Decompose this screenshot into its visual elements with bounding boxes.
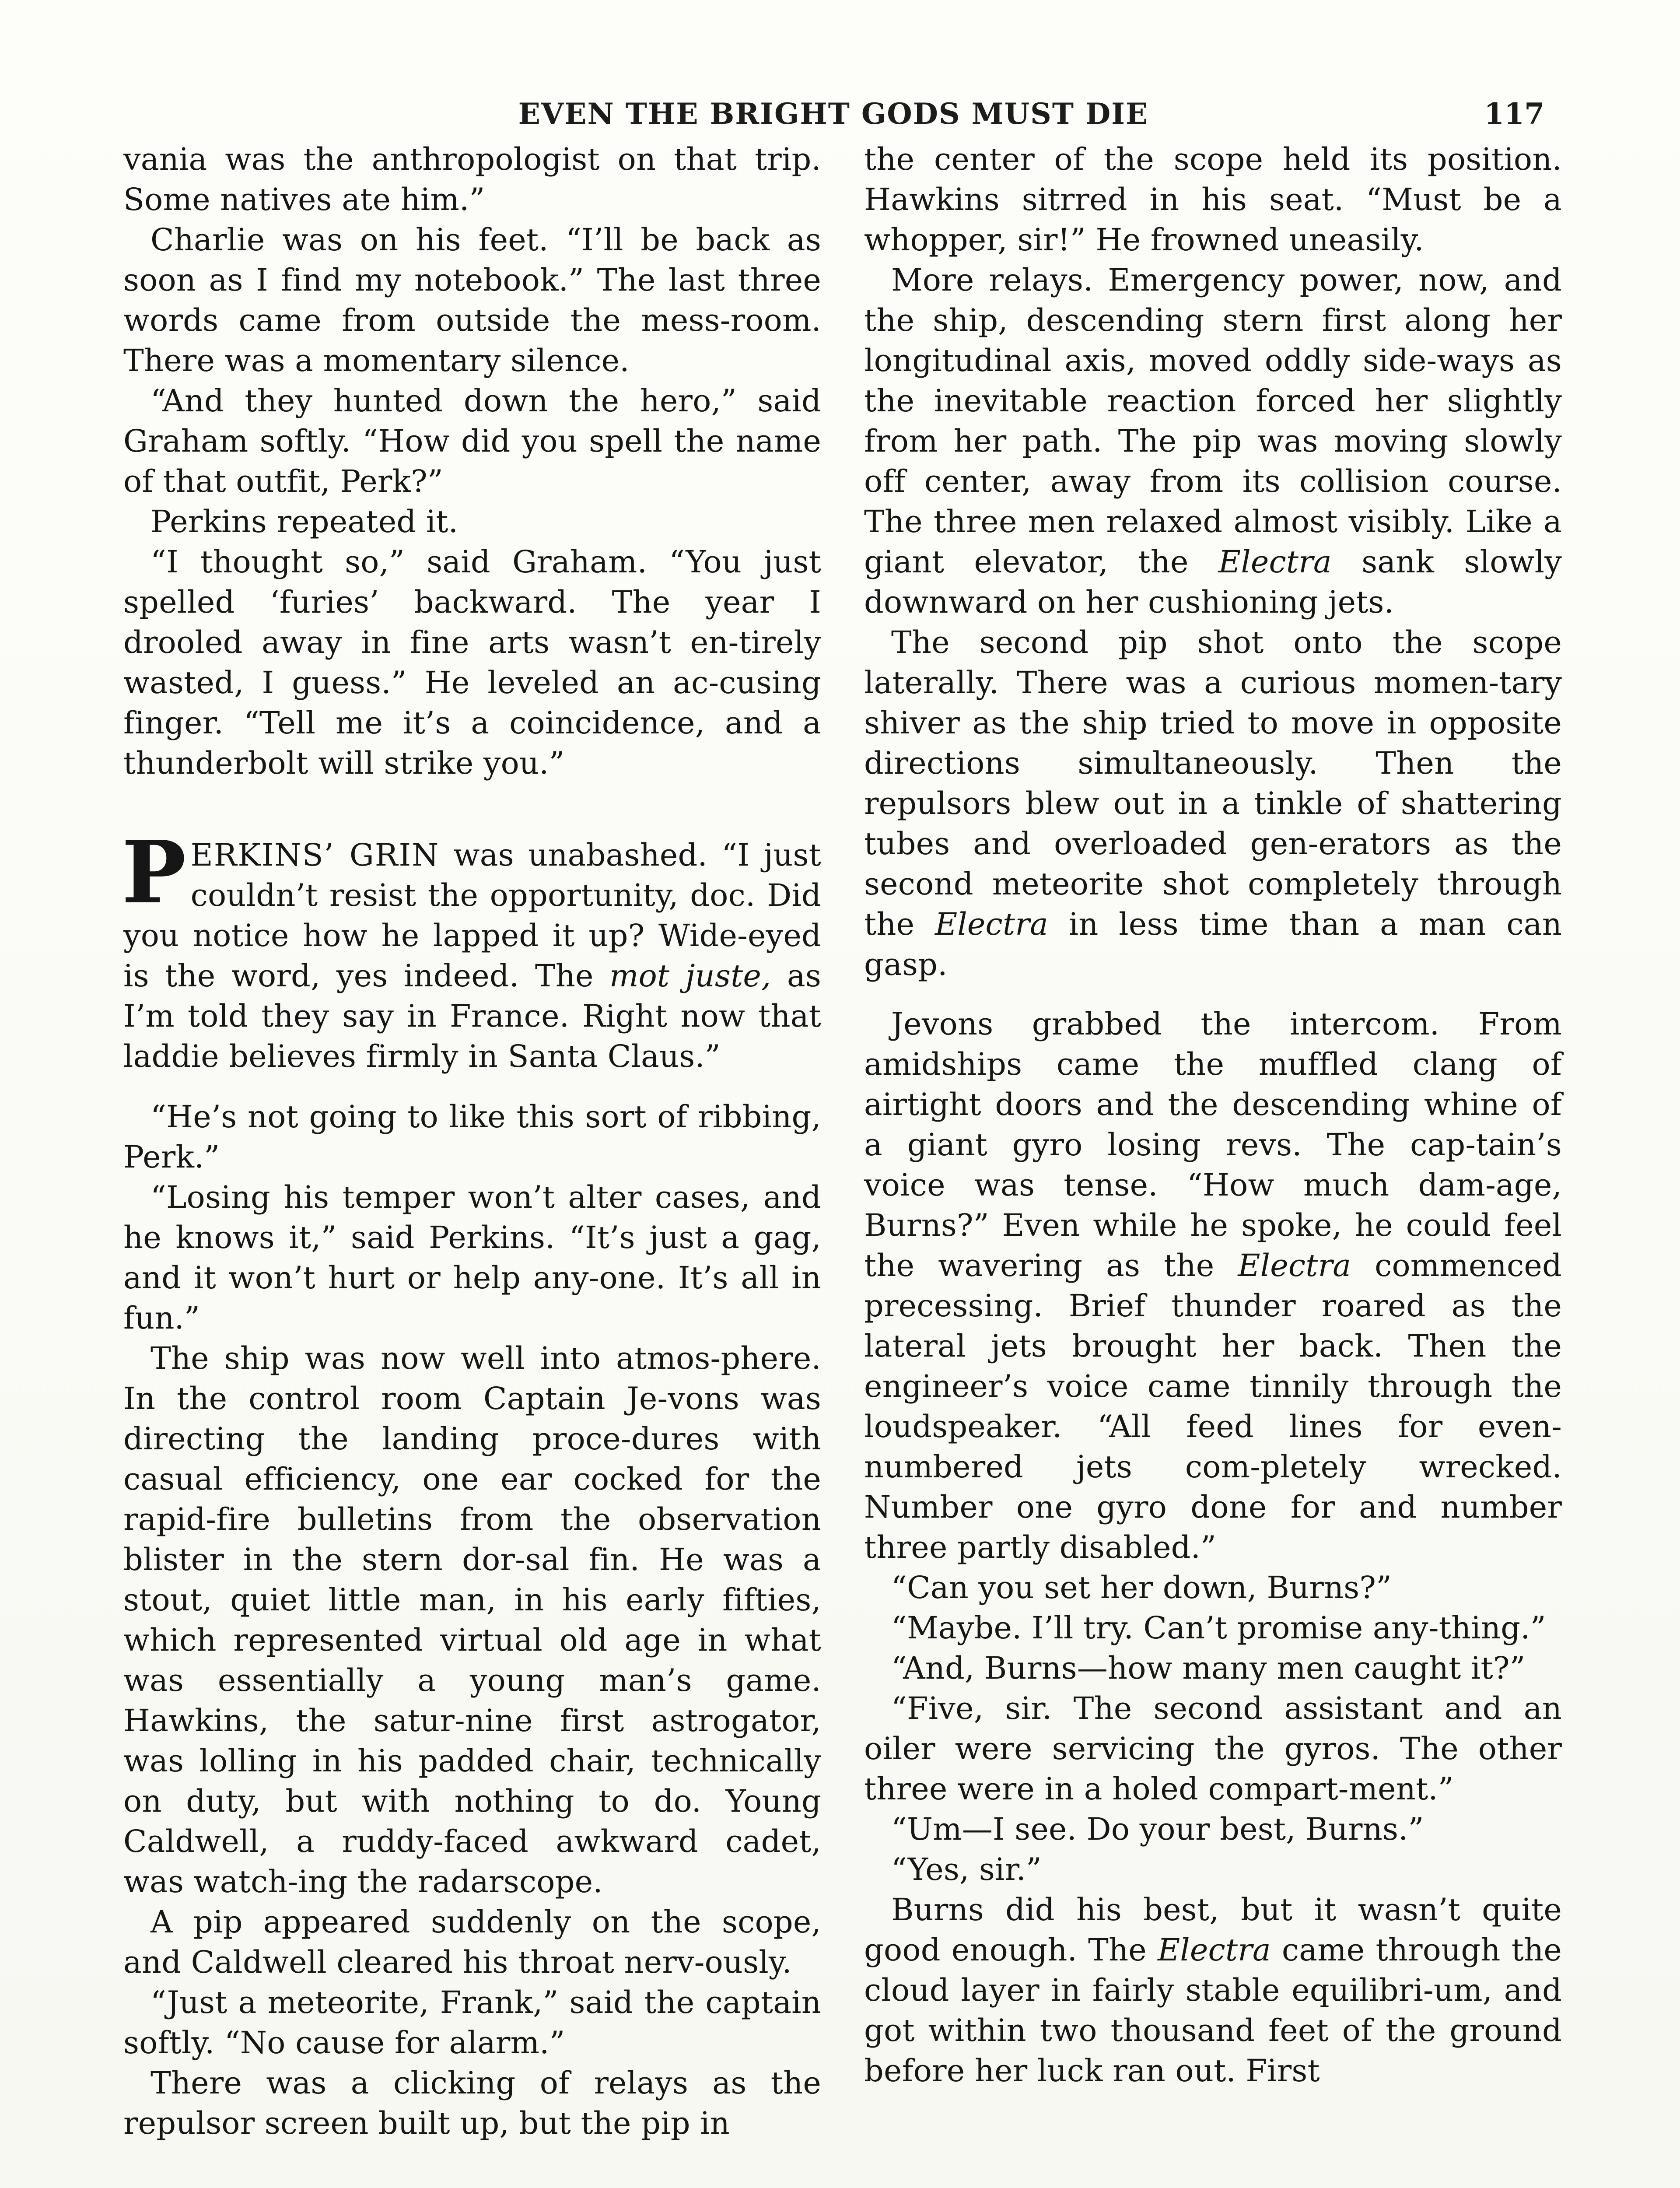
paragraph: “Um—I see. Do your best, Burns.” (891, 1811, 1424, 1847)
paragraph (864, 1890, 1562, 2091)
page-header (122, 90, 1544, 138)
paragraph: “Five, sir. The second assistant and an oiler were servicing the gyros. The other three were in a holed compart-ment.” (864, 1690, 1562, 1807)
paragraph-text: came through the cloud layer in fairly stable equilibri-um, and got within two thousand feet of the ground before her luck ran out. First (864, 1932, 1562, 2089)
paragraph (864, 622, 1562, 985)
paragraph-text: Jevons grabbed the intercom. From amidships came the muffled clang of airtight doors and the descending whine of a giant gyro losing revs. The cap-tain’s voice was tense. “How much dam-age, Burns?” Even while he spoke, he could feel the wavering as the (864, 1006, 1562, 1283)
paragraph: “Just a meteorite, Frank,” said the captain softly. “No cause for alarm.” (123, 1985, 821, 2061)
paragraph: Charlie was on his feet. “I’ll be back as soon as I find my notebook.” The last three words came from outside the mess-room. There was a momentary silence. (123, 222, 821, 379)
running-title: EVEN THE BRIGHT GODS MUST DIE (518, 97, 1149, 131)
paragraph: “Maybe. I’ll try. Can’t promise any-thing.” (891, 1610, 1546, 1646)
italic-phrase: mot juste, (609, 958, 771, 994)
paragraph: “He’s not going to like this sort of ribbing, Perk.” (123, 1099, 821, 1175)
ship-name: Electra (935, 906, 1048, 942)
page-number: 117 (1484, 97, 1544, 131)
paragraph-text: commenced precessing. Brief thunder roared as the lateral jets brought her back. Then the engineer’s voice came tinnily through the loudspeaker. “All feed lines for even-numbered jets com-pletely wrecked. Number one gyro done for and number three partly disabled.” (864, 1248, 1562, 1565)
opening-small-caps: ERKINS’ GRIN (190, 837, 440, 873)
paragraph: “And they hunted down the hero,” said Graham softly. “How did you spell the name of that outfit, Perk?” (123, 383, 821, 499)
paragraph-text: was unabashed. “I just couldn’t resist the opportunity, doc. Did you notice how he lapped it up? Wide-eyed is the word, yes indeed. The (123, 837, 822, 994)
paragraph: the center of the scope held its position. Hawkins sitrred in his seat. “Must be a whopper, sir!” He frowned uneasily. (864, 141, 1562, 258)
paragraph-text: as I’m told they say in France. Right now that laddie believes firmly in Santa Claus.” (123, 958, 821, 1074)
paragraph (864, 260, 1562, 622)
paragraph-text: The second pip shot onto the scope laterally. There was a curious momen-tary shiver as the ship tried to move in opposite directions simultaneously. Then the repulsors blew out in a tinkle of shattering tubes and overloaded gen-erators as the second meteorite shot completely through the (864, 624, 1562, 942)
ship-name: Electra (1157, 1932, 1271, 1968)
paragraph (864, 1004, 1562, 1567)
ship-name: Electra (1218, 544, 1332, 580)
section-opening-paragraph (122, 822, 822, 1076)
paragraph: There was a clicking of relays as the repulsor screen built up, but the pip in (123, 2065, 821, 2141)
paragraph: vania was the anthropologist on that trip. Some natives ate him.” (123, 141, 821, 217)
paragraph: A pip appeared suddenly on the scope, and Caldwell cleared his throat nerv-ously. (123, 1904, 821, 1980)
paragraph: “And, Burns—how many men caught it?” (891, 1650, 1526, 1686)
drop-cap: P (122, 822, 186, 923)
paragraph: “I thought so,” said Graham. “You just spelled ‘furies’ backward. The year I drooled away in fine arts wasn’t en-tirely wasted, I guess.” He leveled an ac-cusing finger. “Tell me it’s a coincidence, and a thunderbolt will strike you.” (123, 544, 821, 781)
paragraph: “Can you set her down, Burns?” (891, 1570, 1392, 1606)
paragraph-text: Burns did his best, but it wasn’t quite good enough. The (864, 1892, 1562, 1968)
paragraph: The ship was now well into atmos-phere. In the control room Captain Je-vons was directing the landing proce-dures with casual efficiency, one ear cocked for the rapid-fire bulletins from the observation blister in the stern dor-sal fin. He was a stout, quiet little man, in his early fifties, which represented virtual old age in what was essentially a young man’s game. Hawkins, the satur-nine first astrogator, was lolling in his padded chair, technically on duty, but with nothing to do. Young Caldwell, a ruddy-faced awkward cadet, was watch-ing the radarscope. (123, 1340, 821, 1900)
right-column (864, 139, 1562, 2091)
paragraph-text: More relays. Emergency power, now, and the ship, descending stern first along her longitudinal axis, moved oddly side-ways as the inevitable reaction forced her slightly from her path. The pip was moving slowly off center, away from its collision course. The three men relaxed almost visibly. Like a giant elevator, the (864, 262, 1562, 580)
paragraph-text: in less time than a man can gasp. (864, 906, 1562, 982)
paragraph-text: sank slowly downward on her cushioning jets. (864, 544, 1562, 620)
paragraph: Perkins repeated it. (150, 504, 458, 540)
paragraph: “Yes, sir.” (891, 1851, 1042, 1887)
paragraph: “Losing his temper won’t alter cases, and he knows it,” said Perkins. “It’s just a gag, and it won’t hurt or help any-one. It’s all in fun.” (123, 1179, 821, 1336)
left-column (123, 139, 821, 2143)
ship-name: Electra (1238, 1248, 1351, 1283)
